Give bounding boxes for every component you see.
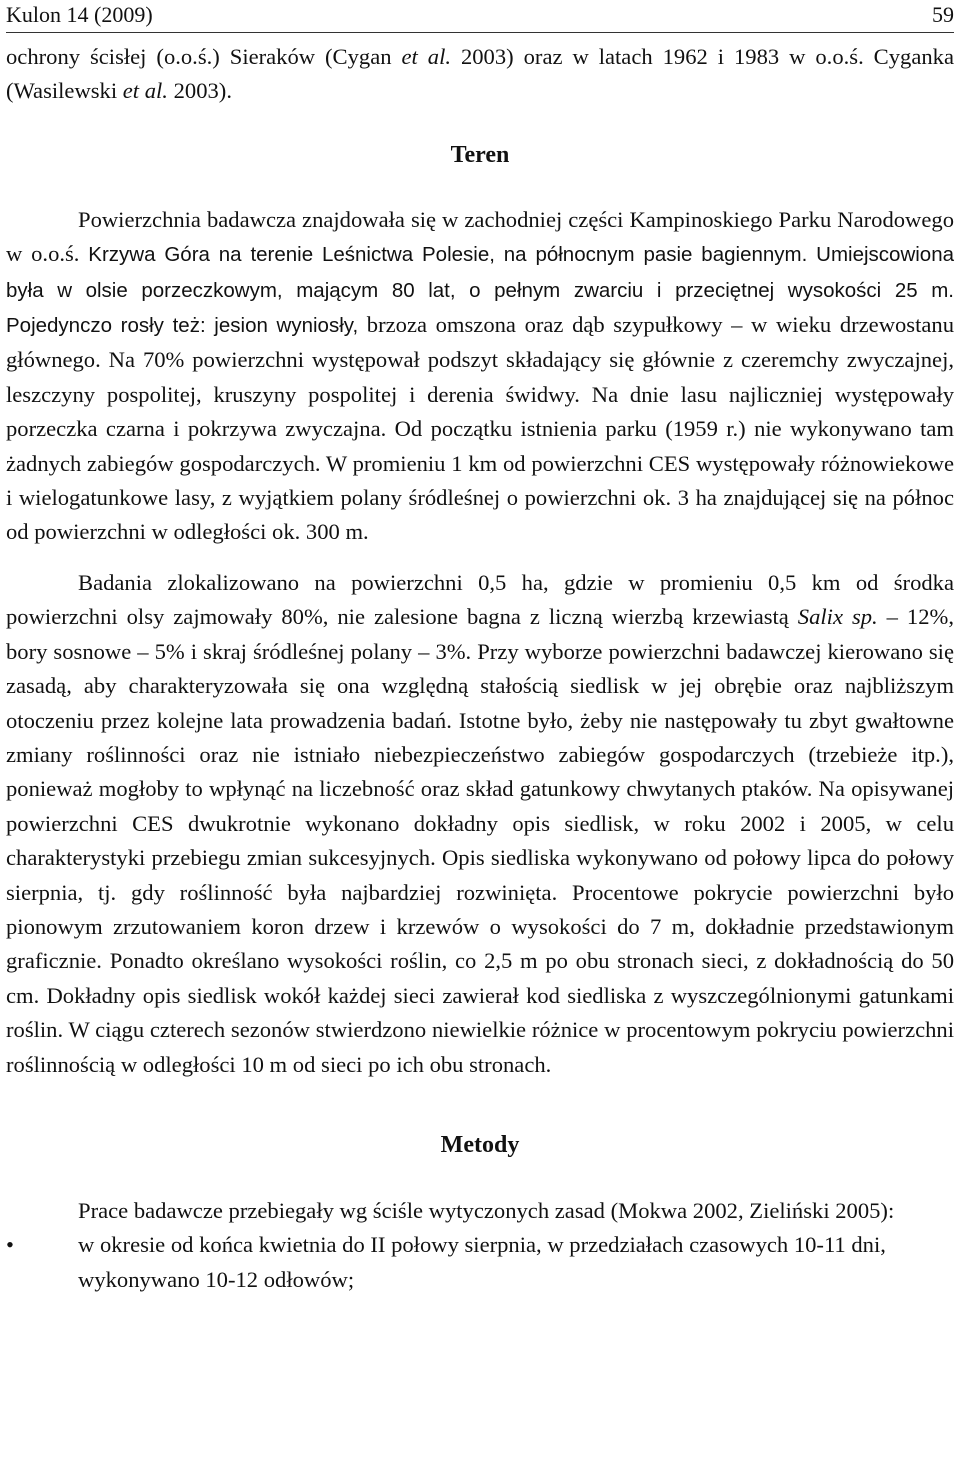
intro-text-2: 2003) oraz w latach 1962 i 1983 w o.o.ś. Cyganka (Wasilewski — [6, 44, 954, 104]
running-header — [6, 0, 954, 30]
intro-et-al-2: et al. — [122, 78, 168, 104]
page-number: 59 — [932, 2, 954, 27]
intro-et-al-1: et al. — [401, 44, 451, 69]
list-item-text: w okresie od końca kwietnia do II połowy sierpnia, w przedziałach czasowych 10-11 dni, wykonywano 10-12 odłowów; — [78, 1232, 886, 1292]
species-salix: Salix sp. — [797, 604, 878, 630]
journal-reference: Kulon 14 (2009) — [6, 2, 153, 27]
intro-text-1: ochrony ścisłej (o.o.ś.) Sieraków (Cygan — [6, 44, 402, 69]
teren-p2-b: – 12%, bory sosnowe – 5% i skraj śródleśnej polany – 3%. Przy wyborze powierzchni badawczej kierowano się zasadą, aby charakteryzowała się ona względną stałością siedlisk w jej obrębie oraz najbliższym otoczeniu przez kolejne lata prowadzenia badań. Istotne było, żeby nie następowały tu zbyt gwałtowne zmiany roślinności oraz nie istniało niebezpieczeństwo zabiegów gospodarczych (trzebieże itp.), ponieważ mogłoby to wpłynąć na liczebność oraz skład gatunkowy chwytanych ptaków. Na opisywanej powierzchni CES dwukrotnie wykonano dokładny opis siedlisk, w roku 2002 i 2005, w celu charakterystyki przebiegu zmian sukcesyjnych. Opis siedliska wykonywano od połowy lipca do połowy sierpnia, tj. gdy roślinność była najbardziej rozwinięta. Procentowe pokrycie powierzchni było pionowym zrzutowaniem koron drzew i krzewów o wysokości do 7 m, dokładnie przedstawionym graficznie. Ponadto określano wysokości roślin, co 2,5 m po obu stronach sieci, z dokładnością do 50 cm. Dokładny opis siedlisk wokół każdej sieci zawierał kod siedliska z wyszczególnionymi gatunkami roślin. W ciągu czterech sezonów stwierdzono niewielkie różnice w procentowym pokryciu powierzchni roślinnością w odległości 10 m od sieci po ich obu stronach. — [6, 604, 954, 1077]
metody-paragraph-1: Prace badawcze przebiegały wg ściśle wytyczonych zasad (Mokwa 2002, Zieliński 2005): — [78, 1197, 895, 1223]
teren-p1-rest: brzoza omszona oraz dąb szypułkowy – w wieku drzewostanu głównego. Na 70% powierzchni występował podszyt składający się głównie z czeremchy zwyczajnej, leszczyny pospolitej, kruszyny pospolitej i derenia świdwy. Na dnie lasu najliczniej występowały porzeczka czarna i pokrzywa zwyczajna. Od początku istnienia parku (1959 r.) nie wykonywano tam żadnych zabiegów gospodarczych. W promieniu 1 km od powierzchni CES występowały różnowiekowe i wielogatunkowe lasy, z wyjątkiem polany śródleśnej o powierzchni ok. 3 ha znajdującej się na północ od powierzchni w odległości ok. 300 m. — [6, 312, 954, 545]
metody-bullet-list — [6, 1228, 954, 1297]
section-heading-metody: Metody — [440, 1131, 520, 1158]
bullet-marker: • — [6, 1232, 14, 1258]
teren-paragraph-2 — [6, 566, 954, 1082]
teren-p1-serif: Powierzchnia badawcza znajdowała się w zachodniej części Kampinoskiego Parku Narodowego w o.o.ś. — [6, 206, 954, 267]
intro-paragraph — [6, 40, 954, 109]
list-item — [6, 1228, 954, 1297]
teren-p1-sans: Krzywa Góra na terenie Leśnictwa Polesie, na północnym pasie bagiennym. Umiejscowiona była w olsie porzeczkowym, mającym 80 lat, o pełnym zwarciu i przeciętnej wysokości 25 m. Pojedynczo rosły też: jesion wyniosły, — [6, 243, 955, 338]
section-heading-teren: Teren — [450, 141, 510, 168]
document-page — [6, 0, 954, 1297]
teren-paragraph-1 — [6, 203, 954, 550]
intro-text-3: 2003). — [167, 78, 232, 104]
teren-p2-a: Badania zlokalizowano na powierzchni 0,5 ha, gdzie w promieniu 0,5 km od środka powierzchni olsy zajmowały 80%, nie zalesione bagna z liczną wierzbą krzewiastą — [6, 569, 954, 630]
header-rule — [6, 32, 954, 33]
